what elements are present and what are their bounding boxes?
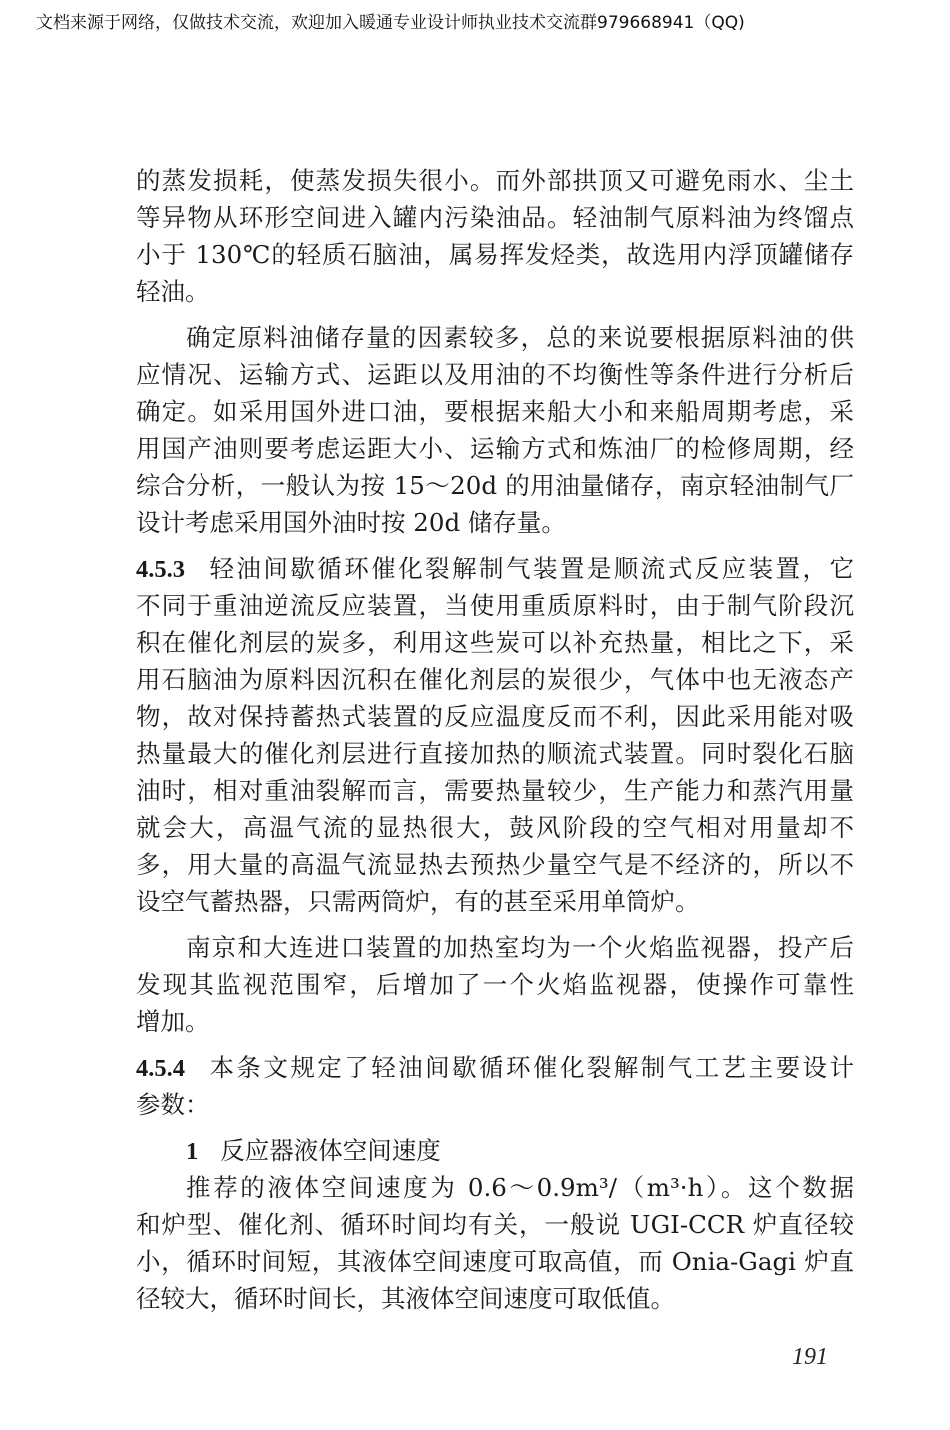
item-title: 反应器液体空间速度 <box>220 1136 441 1165</box>
body-line: 热量最大的催化剂层进行直接加热的顺流式装置。同时裂化石脑 <box>136 739 854 768</box>
body-line: 设计考虑采用国外油时按 20d 储存量。 <box>136 508 566 537</box>
body-line: 等异物从环形空间进入罐内污染油品。轻油制气原料油为终馏点 <box>136 203 854 232</box>
section-text: 本条文规定了轻油间歇循环催化裂解制气工艺主要设计 <box>207 1053 854 1082</box>
body-line: 参数： <box>136 1090 210 1119</box>
body-line: 用国产油则要考虑运距大小、运输方式和炼油厂的检修周期，经 <box>136 434 854 463</box>
body-line: 油时，相对重油裂解而言，需要热量较少，生产能力和蒸汽用量 <box>136 776 854 805</box>
section-text: 轻油间歇循环催化裂解制气装置是顺流式反应装置，它 <box>207 554 854 583</box>
body-line: 小于 130℃的轻质石脑油，属易挥发烃类，故选用内浮顶罐储存 <box>136 240 854 269</box>
item-1-heading <box>186 1134 854 1168</box>
section-number: 4.5.3 <box>136 556 185 583</box>
body-line: 的蒸发损耗，使蒸发损失很小。而外部拱顶又可避免雨水、尘土 <box>136 166 854 195</box>
body-line: 南京和大连进口装置的加热室均为一个火焰监视器，投产后 <box>186 933 854 962</box>
section-4-5-3-heading <box>136 552 854 586</box>
body-line: 确定原料油储存量的因素较多，总的来说要根据原料油的供 <box>186 323 854 352</box>
body-line: 积在催化剂层的炭多，利用这些炭可以补充热量，相比之下，采 <box>136 628 854 657</box>
section-4-5-4-heading <box>136 1051 854 1085</box>
body-line: 不同于重油逆流反应装置，当使用重质原料时，由于制气阶段沉 <box>136 591 854 620</box>
body-line: 综合分析，一般认为按 15～20d 的用油量储存，南京轻油制气厂 <box>136 471 854 500</box>
section-number: 4.5.4 <box>136 1055 185 1082</box>
page-number: 191 <box>792 1344 828 1370</box>
body-line: 物，故对保持蓄热式装置的反应温度反而不利，因此采用能对吸 <box>136 702 854 731</box>
body-line: 应情况、运输方式、运距以及用油的不均衡性等条件进行分析后 <box>136 360 854 389</box>
header-watermark-note: 文档来源于网络，仅做技术交流，欢迎加入暖通专业设计师执业技术交流群979668941（QQ) <box>36 13 745 33</box>
body-line: 发现其监视范围窄，后增加了一个火焰监视器，使操作可靠性 <box>136 970 854 999</box>
body-line: 径较大，循环时间长，其液体空间速度可取低值。 <box>136 1284 675 1313</box>
body-line: 和炉型、催化剂、循环时间均有关，一般说 UGI-CCR 炉直径较 <box>136 1210 854 1239</box>
body-line: 小，循环时间短，其液体空间速度可取高值，而 Onia-Gagi 炉直 <box>136 1247 854 1276</box>
body-line: 推荐的液体空间速度为 0.6～0.9m³/（m³·h）。这个数据 <box>186 1173 854 1202</box>
body-line: 设空气蓄热器，只需两筒炉，有的甚至采用单筒炉。 <box>136 887 700 916</box>
body-line: 用石脑油为原料因沉积在催化剂层的炭很少，气体中也无液态产 <box>136 665 854 694</box>
body-line: 多，用大量的高温气流显热去预热少量空气是不经济的，所以不 <box>136 850 854 879</box>
body-line: 增加。 <box>136 1007 210 1036</box>
body-line: 轻油。 <box>136 277 210 306</box>
item-number: 1 <box>186 1138 199 1165</box>
body-line: 确定。如采用国外进口油，要根据来船大小和来船周期考虑，采 <box>136 397 854 426</box>
body-line: 就会大，高温气流的显热很大，鼓风阶段的空气相对用量却不 <box>136 813 854 842</box>
